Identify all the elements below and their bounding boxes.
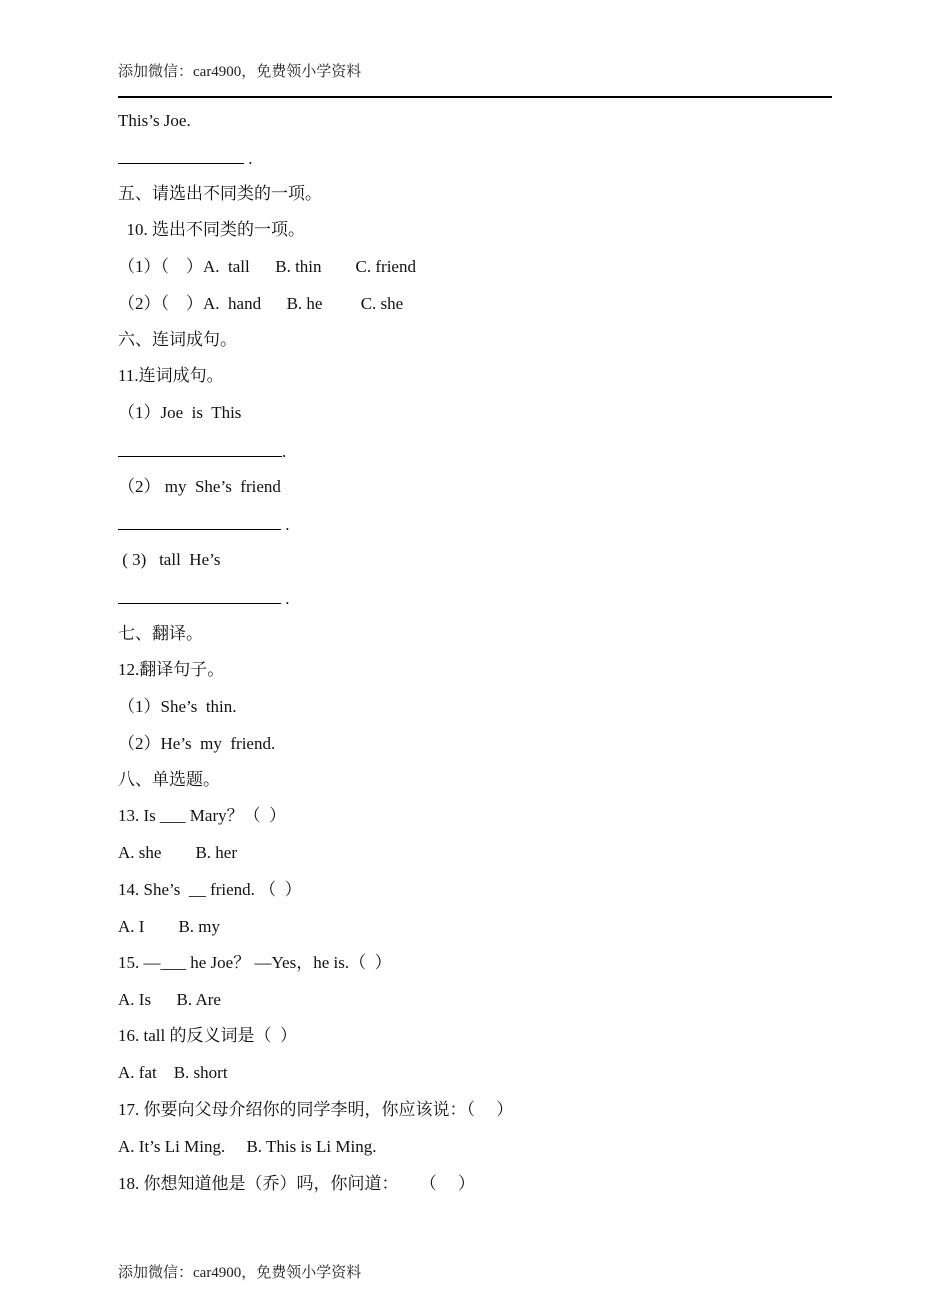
q11-item-2: （2） my She’s friend [118, 477, 281, 496]
q11-item-3: ( 3) tall He’s [118, 550, 221, 569]
answer-blank [118, 147, 244, 164]
q12-item-1: （1）She’s thin. [118, 697, 237, 716]
question-11: 11.连词成句。 [118, 366, 224, 385]
question-15: 15. —___ he Joe？ —Yes，he is.（ ） [118, 953, 392, 972]
q10-item-2: （2）（ ）A. hand B. he C. she [118, 294, 404, 313]
page-header: 添加微信：car4900，免费领小学资料 [118, 64, 362, 80]
answer-blank [118, 587, 281, 604]
answer-line-3 [118, 513, 290, 536]
answer-line-4 [118, 587, 290, 610]
question-12: 12.翻译句子。 [118, 660, 225, 679]
question-18: 18. 你想知道他是（乔）吗，你问道： （ ） [118, 1174, 475, 1193]
answer-blank [118, 513, 281, 530]
question-10: 10. 选出不同类的一项。 [118, 220, 305, 239]
answer-blank [118, 440, 282, 457]
section-7-title: 七、翻译。 [118, 624, 203, 643]
question-17: 17. 你要向父母介绍你的同学李明，你应该说：（ ） [118, 1100, 514, 1119]
question-13: 13. Is ___ Mary？（ ） [118, 806, 287, 825]
q15-options: A. Is B. Are [118, 990, 221, 1009]
page-footer: 添加微信：car4900，免费领小学资料 [118, 1265, 362, 1281]
section-6-title: 六、连词成句。 [118, 330, 237, 349]
section-8-title: 八、单选题。 [118, 770, 220, 789]
q13-options: A. she B. her [118, 843, 237, 862]
answer-end-mark: . [281, 589, 290, 608]
section-5-title: 五、请选出不同类的一项。 [118, 184, 322, 203]
q11-item-1: （1）Joe is This [118, 403, 242, 422]
answer-end-mark: . [244, 149, 253, 168]
header-rule [118, 96, 832, 98]
q12-item-2: （2）He’s my friend. [118, 734, 276, 753]
q10-item-1: （1）（ ）A. tall B. thin C. friend [118, 257, 416, 276]
dialogue-line: This’s Joe. [118, 111, 191, 130]
answer-end-mark: . [281, 515, 290, 534]
answer-end-mark: . [282, 442, 287, 461]
q16-options: A. fat B. short [118, 1063, 228, 1082]
answer-line-1 [118, 147, 253, 170]
q17-options: A. It’s Li Ming. B. This is Li Ming. [118, 1137, 377, 1156]
question-16: 16. tall 的反义词是（ ） [118, 1026, 297, 1045]
answer-line-2 [118, 440, 286, 463]
q14-options: A. I B. my [118, 917, 220, 936]
question-14: 14. She’s __ friend. （ ） [118, 880, 302, 899]
